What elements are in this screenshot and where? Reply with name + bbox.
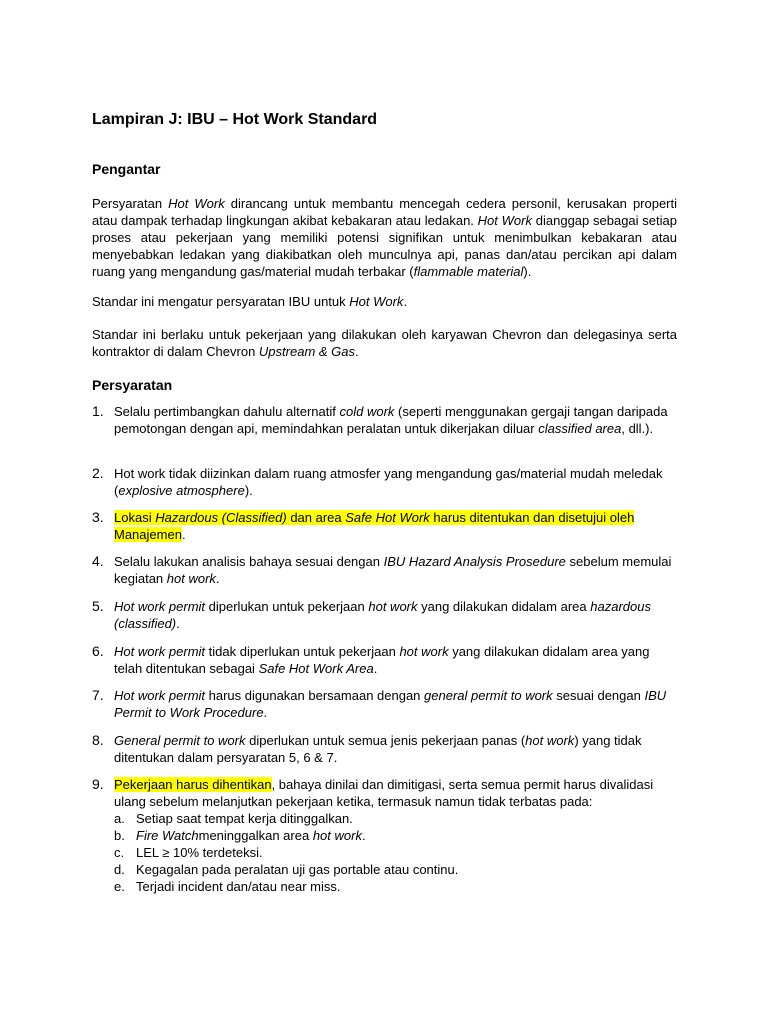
- text-run: .: [215, 571, 220, 586]
- requirement-text: [114, 510, 634, 542]
- text-run: yang dilakukan didalam area yang telah ditentukan sebagai: [114, 644, 650, 676]
- requirement-number: 6.: [92, 643, 104, 659]
- text-run: Terjadi incident dan/atau near miss.: [136, 879, 341, 894]
- text-run: IBU Permit to Work Procedure: [114, 688, 667, 720]
- text-run: explosive atmosphere: [118, 483, 245, 498]
- highlighted-text: Pekerjaan harus dihentikan: [114, 777, 272, 792]
- requirement-item: [92, 553, 674, 587]
- subitem-text: [136, 811, 353, 826]
- text-run: .: [176, 616, 180, 631]
- requirement-text: [114, 466, 662, 498]
- text-run: meninggalkan area: [198, 828, 313, 843]
- text-run: diperlukan untuk semua jenis pekerjaan panas (: [245, 733, 526, 748]
- requirement-item: [92, 732, 674, 766]
- highlighted-text: Safe Hot Work: [345, 510, 430, 525]
- highlighted-text: Hazardous (Classified): [155, 510, 287, 525]
- requirement-text: [114, 777, 653, 809]
- requirement-item: [92, 687, 674, 721]
- text-run: classified area: [538, 421, 622, 436]
- text-run: .: [181, 527, 186, 542]
- subitem-letter: c.: [114, 845, 125, 860]
- text-run: Fire Watch: [136, 828, 199, 843]
- intro-paragraph-1: [92, 195, 677, 280]
- text-run: Hot Work: [477, 213, 532, 228]
- requirement-item: [92, 465, 674, 499]
- text-run: dirancang untuk membantu mencegah cedera personil, kerusakan properti atau dampak terhadap lingkungan akibat kebakaran atau ledakan.: [92, 196, 678, 228]
- requirement-text: [114, 554, 671, 586]
- requirement-number: 4.: [92, 553, 104, 569]
- intro-paragraph-2: [92, 293, 677, 310]
- requirement-number: 3.: [92, 509, 104, 525]
- requirement-number: 2.: [92, 465, 104, 481]
- text-run: Standar ini mengatur persyaratan IBU untuk: [92, 294, 350, 309]
- highlighted-text: dan area: [286, 510, 346, 525]
- requirement-text: [114, 733, 642, 765]
- text-run: Hot work permit: [114, 688, 206, 703]
- text-run: Persyaratan: [92, 196, 169, 211]
- text-run: tidak diperlukan untuk pekerjaan: [205, 644, 400, 659]
- subitem-text: [136, 879, 341, 894]
- text-run: harus digunakan bersamaan dengan: [205, 688, 425, 703]
- requirement-number: 7.: [92, 687, 104, 703]
- requirement-item: [92, 403, 674, 437]
- text-run: (seperti menggunakan gergaji tangan daripada pemotongan dengan api, memindahkan peralatan untuk dikerjakan diluar: [114, 404, 668, 436]
- text-run: .: [361, 828, 366, 843]
- subitem-letter: a.: [114, 811, 125, 826]
- text-run: , dll.).: [621, 421, 654, 436]
- subitem-text: [136, 845, 263, 860]
- subitem-letter: e.: [114, 879, 125, 894]
- text-run: sesuai dengan: [552, 688, 645, 703]
- requirement-subitem: [114, 827, 674, 844]
- text-run: Hot Work: [349, 294, 404, 309]
- text-run: Hot work permit: [114, 644, 206, 659]
- subitem-text: [136, 828, 366, 843]
- text-run: .: [403, 294, 408, 309]
- requirement-text: [114, 644, 650, 676]
- requirement-item: [92, 598, 674, 632]
- text-run: Standar ini berlaku untuk pekerjaan yang dilakukan oleh karyawan Chevron dan delegasinya serta kontraktor di dalam Chevron: [92, 327, 677, 359]
- highlighted-text: harus ditentukan dan disetujui oleh Manajemen: [114, 510, 635, 542]
- heading-pengantar: Pengantar: [92, 161, 161, 177]
- text-run: General permit to work: [114, 733, 246, 748]
- text-run: Upstream & Gas: [258, 344, 356, 359]
- text-run: diperlukan untuk pekerjaan: [205, 599, 369, 614]
- intro-paragraph-3: [92, 326, 677, 360]
- text-run: IBU Hazard Analysis Prosedure: [383, 554, 566, 569]
- subitem-letter: b.: [114, 828, 125, 843]
- requirement-number: 1.: [92, 403, 104, 419]
- text-run: hot work: [166, 571, 216, 586]
- text-run: hot work: [312, 828, 362, 843]
- requirement-number: 9.: [92, 776, 104, 792]
- text-run: Kegagalan pada peralatan uji gas portable atau continu.: [136, 862, 459, 877]
- text-run: general permit to work: [424, 688, 553, 703]
- text-run: Selalu lakukan analisis bahaya sesuai dengan: [114, 554, 384, 569]
- text-run: hot work: [399, 644, 449, 659]
- text-run: hot work: [525, 733, 575, 748]
- text-run: .: [263, 705, 268, 720]
- heading-persyaratan: Persyaratan: [92, 377, 173, 393]
- text-run: sebelum memulai kegiatan: [114, 554, 672, 586]
- text-run: flammable material: [413, 264, 524, 279]
- text-run: hazardous (classified): [114, 599, 651, 631]
- subitem-text: [136, 862, 458, 877]
- requirement-item: [92, 509, 674, 543]
- document-title: Lampiran J: IBU – Hot Work Standard: [92, 111, 378, 128]
- requirement-item: [92, 643, 674, 677]
- requirement-sublist: [114, 810, 674, 895]
- text-run: .: [373, 661, 378, 676]
- text-run: ).: [523, 264, 532, 279]
- requirement-subitem: [114, 878, 674, 895]
- text-run: ) yang tidak ditentukan dalam persyaratan 5, 6 & 7.: [114, 733, 642, 765]
- requirement-subitem: [114, 844, 674, 861]
- requirement-text: [114, 599, 651, 631]
- text-run: , bahaya dinilai dan dimitigasi, serta semua permit harus divalidasi ulang sebelum melanjutkan pekerjaan ketika, termasuk namun tidak terbatas pada:: [114, 777, 654, 809]
- text-run: Hot Work: [168, 196, 225, 211]
- text-run: Safe Hot Work Area: [258, 661, 374, 676]
- text-run: hot work: [368, 599, 418, 614]
- highlighted-text: Lokasi: [114, 510, 156, 525]
- text-run: Setiap saat tempat kerja ditinggalkan.: [136, 811, 353, 826]
- text-run: Hot work tidak diizinkan dalam ruang atmosfer yang mengandung gas/material mudah meledak (: [114, 466, 663, 498]
- requirement-number: 5.: [92, 598, 104, 614]
- text-run: cold work: [339, 404, 395, 419]
- text-run: ).: [244, 483, 253, 498]
- requirement-subitem: [114, 861, 674, 878]
- text-run: dianggap sebagai setiap proses atau pekerjaan yang memiliki potensi signifikan untuk menimbulkan kebakaran atau menyebabkan ledakan yang diakibatkan oleh munculnya api, panas dan/atau percikan api dalam ruang yang mengandung gas/material mudah terbakar (: [92, 213, 677, 279]
- requirement-text: [114, 404, 668, 436]
- requirement-subitem: [114, 810, 674, 827]
- text-run: .: [355, 344, 359, 359]
- text-run: LEL ≥ 10% terdeteksi.: [136, 845, 263, 860]
- requirement-item: [92, 776, 674, 895]
- requirement-text: [114, 688, 666, 720]
- requirement-number: 8.: [92, 732, 104, 748]
- subitem-letter: d.: [114, 862, 125, 877]
- text-run: yang dilakukan didalam area: [417, 599, 591, 614]
- text-run: Selalu pertimbangkan dahulu alternatif: [114, 404, 340, 419]
- text-run: Hot work permit: [114, 599, 206, 614]
